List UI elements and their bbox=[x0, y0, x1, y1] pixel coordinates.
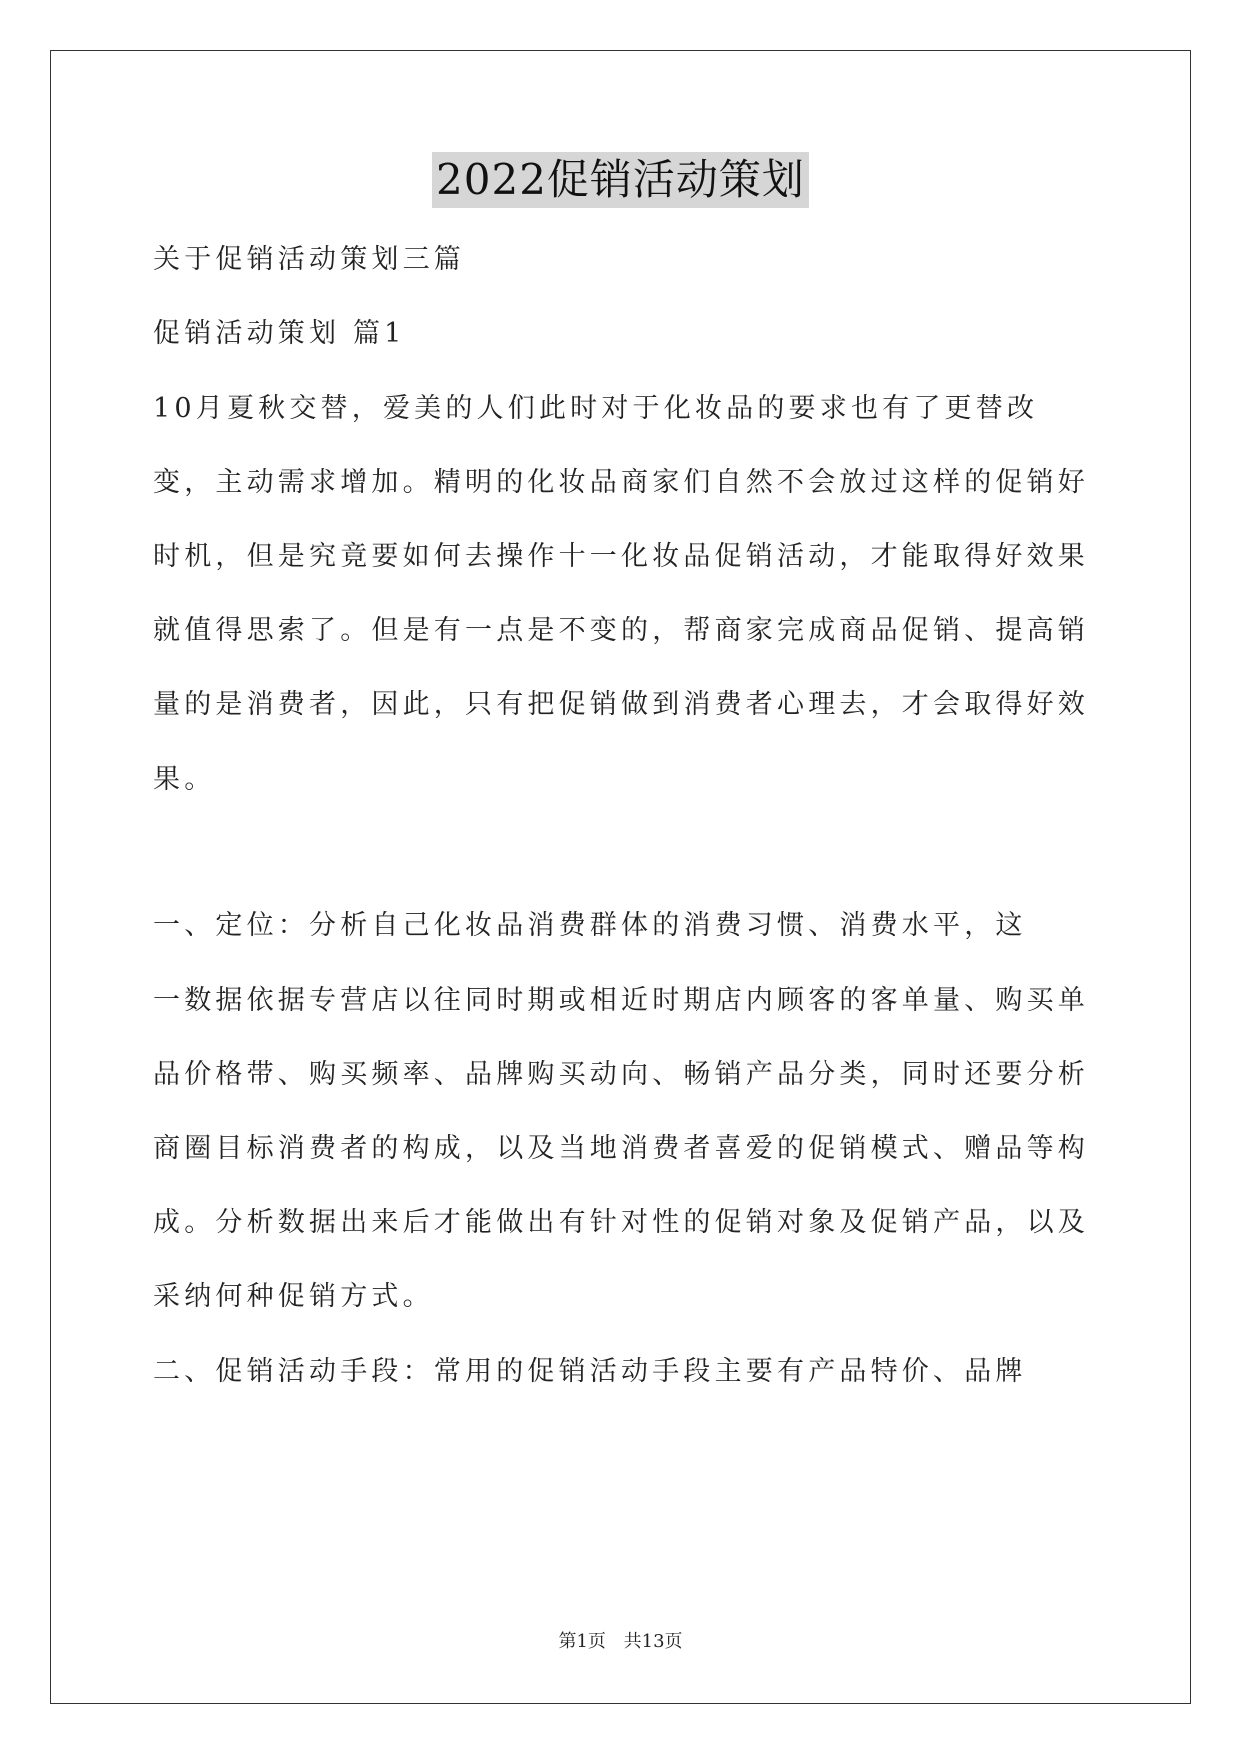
paragraph-line: 时机，但是究竟要如何去操作十一化妆品促销活动，才能取得好效果 bbox=[153, 541, 1089, 572]
page-number: 第1页 bbox=[558, 1631, 606, 1652]
document-subtitle: 关于促销活动策划三篇 bbox=[153, 244, 465, 275]
paragraph-line: 商圈目标消费者的构成，以及当地消费者喜爱的促销模式、赠品等构 bbox=[153, 1133, 1089, 1164]
paragraph-line: 一数据依据专营店以往同时期或相近时期店内顾客的客单量、购买单 bbox=[153, 985, 1089, 1016]
paragraph-line: 就值得思索了。但是有一点是不变的，帮商家完成商品促销、提高销 bbox=[153, 615, 1089, 646]
title-container bbox=[0, 152, 1241, 208]
paragraph-line: 变，主动需求增加。精明的化妆品商家们自然不会放过这样的促销好 bbox=[153, 467, 1089, 498]
page-total: 共13页 bbox=[623, 1631, 683, 1652]
page-footer bbox=[0, 1630, 1241, 1654]
document-title: 2022促销活动策划 bbox=[432, 152, 809, 208]
paragraph-line: 一、定位：分析自己化妆品消费群体的消费习惯、消费水平，这 bbox=[153, 910, 1027, 941]
paragraph-line: 量的是消费者，因此，只有把促销做到消费者心理去，才会取得好效 bbox=[153, 689, 1089, 720]
paragraph-line: 成。分析数据出来后才能做出有针对性的促销对象及促销产品，以及 bbox=[153, 1207, 1089, 1238]
page-border bbox=[50, 50, 1191, 1704]
paragraph-line: 二、促销活动手段：常用的促销活动手段主要有产品特价、品牌 bbox=[153, 1356, 1027, 1387]
paragraph-line: 10月夏秋交替，爱美的人们此时对于化妆品的要求也有了更替改 bbox=[153, 393, 1039, 424]
paragraph-line: 品价格带、购买频率、品牌购买动向、畅销产品分类，同时还要分析 bbox=[153, 1059, 1089, 1090]
paragraph-line: 果。 bbox=[153, 764, 216, 795]
paragraph-line: 采纳何种促销方式。 bbox=[153, 1281, 434, 1312]
section-heading: 促销活动策划 篇1 bbox=[153, 318, 406, 349]
